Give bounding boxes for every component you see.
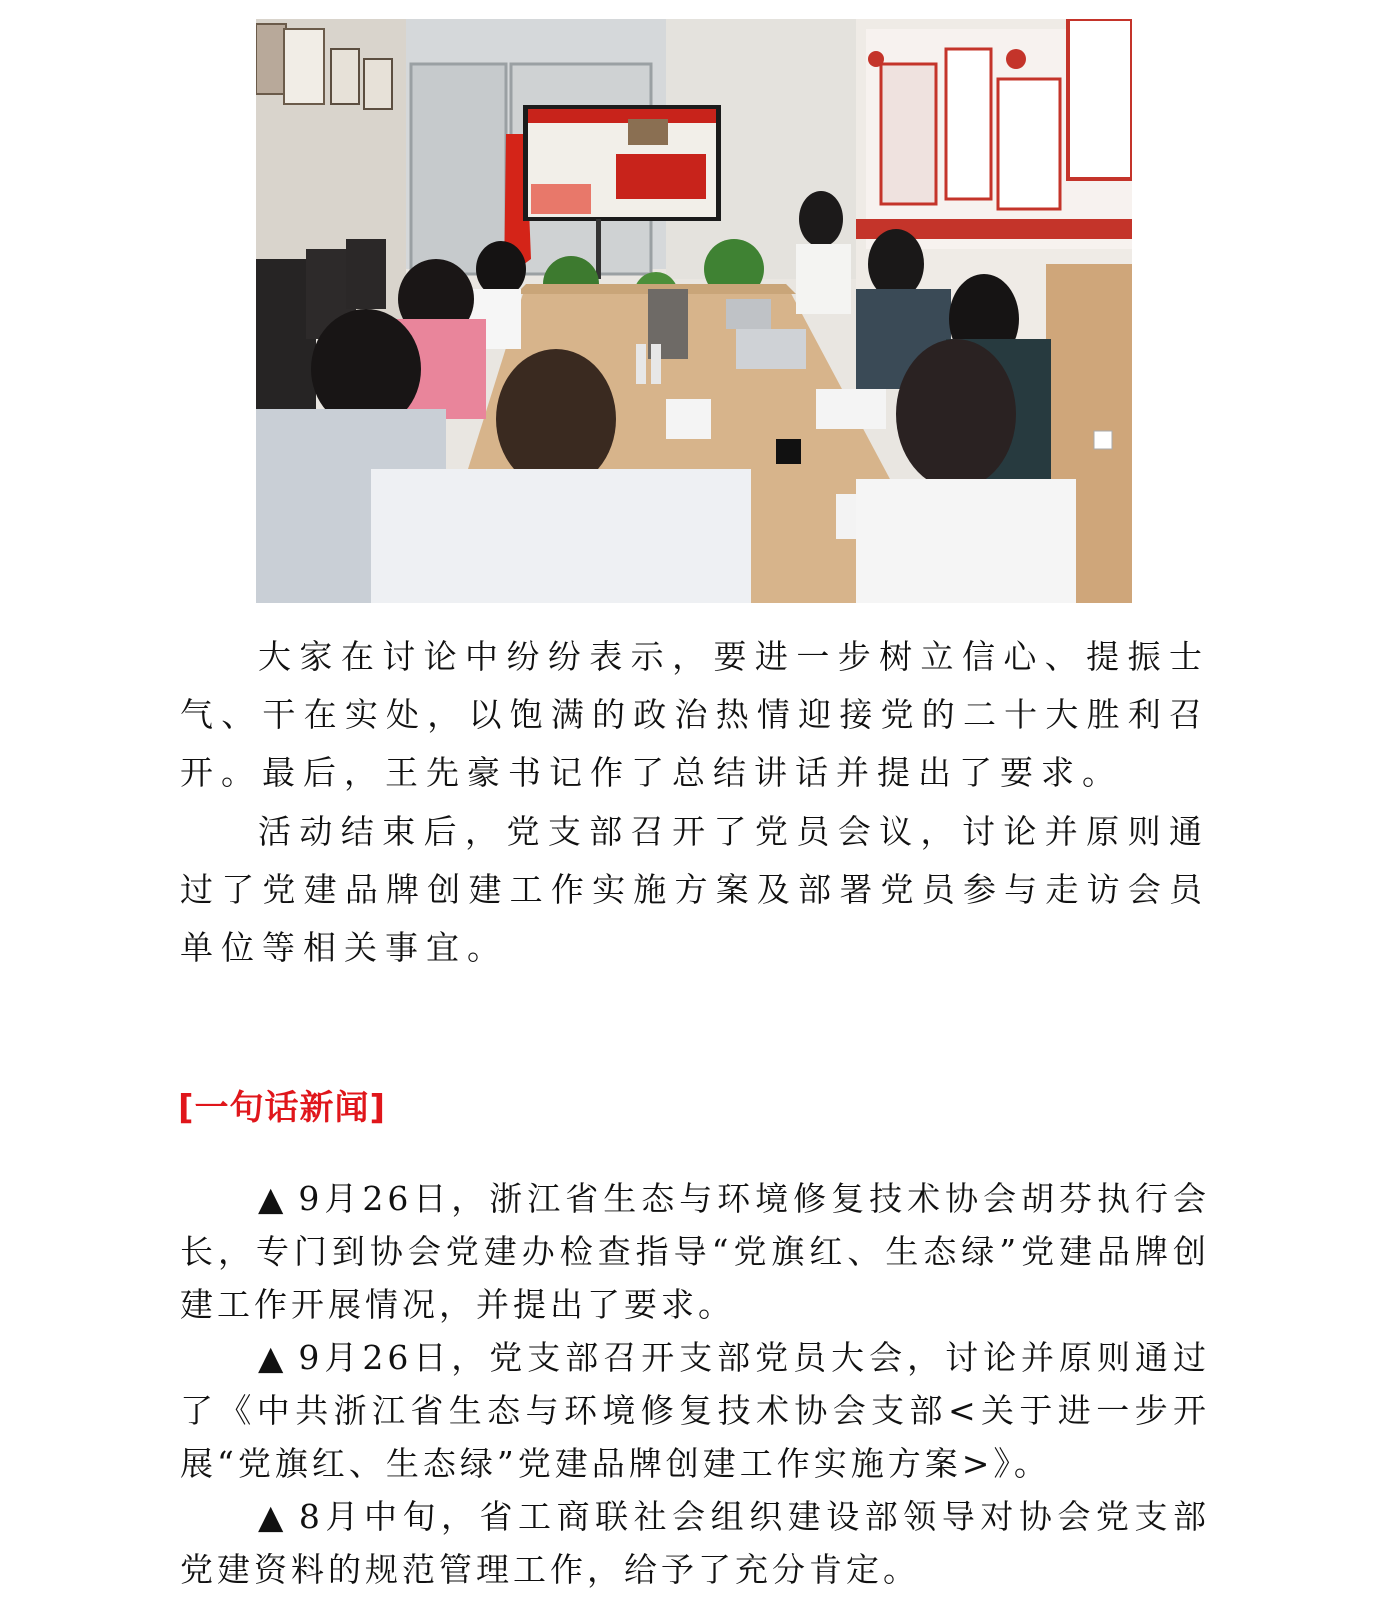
article-paragraph: 大家在讨论中纷纷表示，要进一步树立信心、提振士气、干在实处，以饱满的政治热情迎接党的二十大胜利召开。最后，王先豪书记作了总结讲话并提出了要求。	[180, 637, 1210, 792]
article-paragraph: 活动结束后，党支部召开了党员会议，讨论并原则通过了党建品牌创建工作实施方案及部署党员参与走访会员单位等相关事宜。	[180, 812, 1210, 967]
news-item-text: 8月中旬，省工商联社会组织建设部领导对协会党支部党建资料的规范管理工作，给予了充分肯定。	[180, 1497, 1210, 1589]
section-title: [一句话新闻]	[178, 1088, 387, 1128]
triangle-bullet-icon: ▲	[258, 1497, 299, 1536]
meeting-photo	[256, 19, 1132, 603]
triangle-bullet-icon: ▲	[258, 1338, 299, 1377]
news-item	[180, 1490, 1210, 1596]
news-item-text: 9月26日，党支部召开支部党员大会，讨论并原则通过了《中共浙江省生态与环境修复技术协会支部<关于进一步开展“党旗红、生态绿”党建品牌创建工作实施方案>》。	[180, 1338, 1210, 1483]
triangle-bullet-icon: ▲	[258, 1179, 299, 1218]
news-item	[180, 1172, 1210, 1331]
news-item	[180, 1331, 1210, 1490]
news-item-text: 9月26日，浙江省生态与环境修复技术协会胡芬执行会长，专门到协会党建办检查指导“党旗红、生态绿”党建品牌创建工作开展情况，并提出了要求。	[180, 1179, 1210, 1324]
